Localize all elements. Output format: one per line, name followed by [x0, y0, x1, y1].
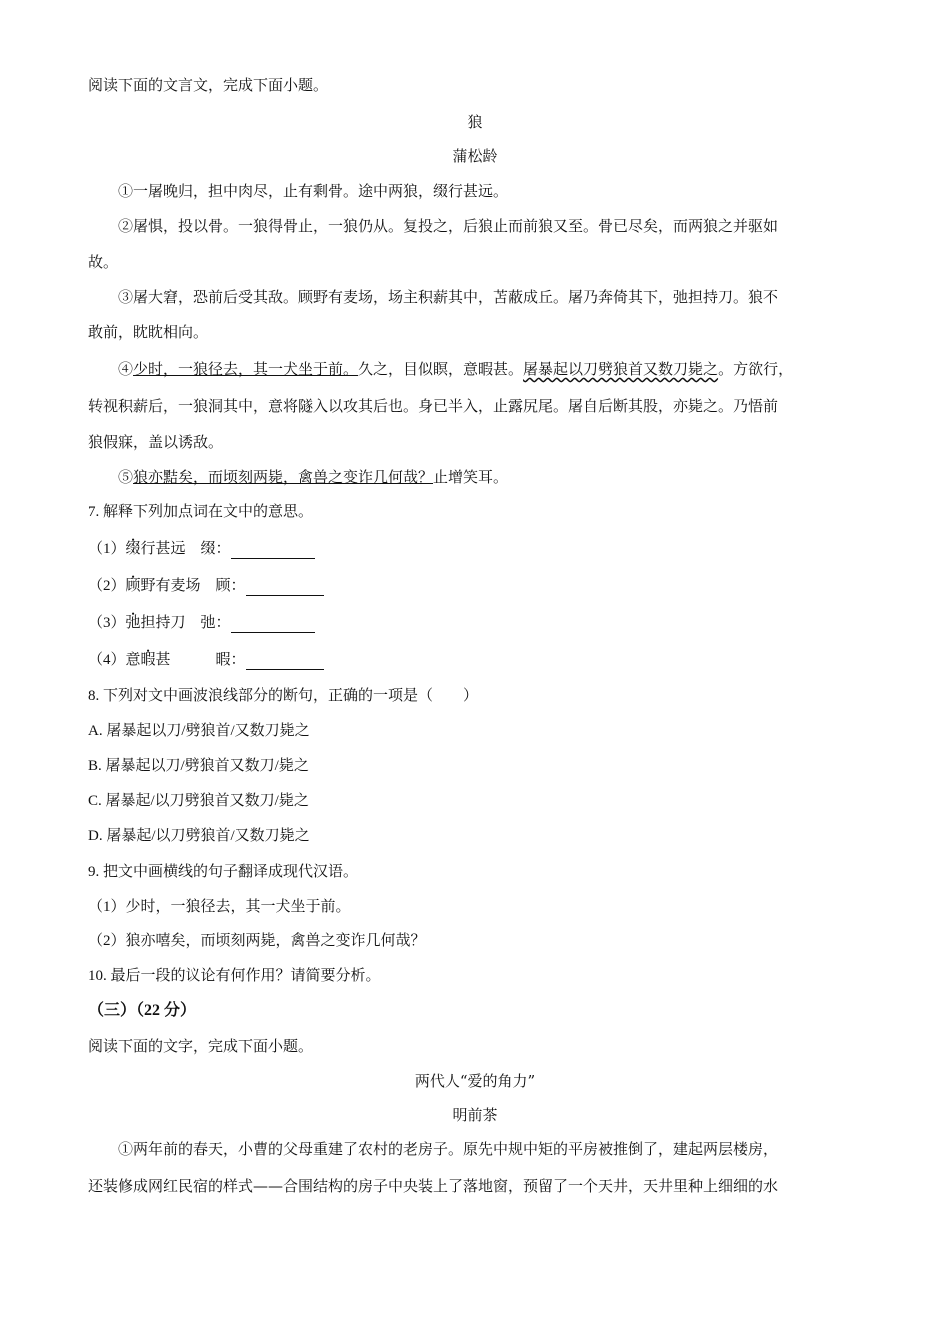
- dotted-word: 弛: [125, 615, 141, 631]
- option-c[interactable]: C. 屠暴起/以刀劈狼首又数刀/毙之: [88, 793, 309, 809]
- paragraph-6-line-2: 还装修成网红民宿的样式——合围结构的房子中央装上了落地窗，预留了一个天井，天井里种上细细的水: [88, 1177, 779, 1195]
- question-10: 10. 最后一段的议论有何作用？请简要分析。: [88, 968, 381, 984]
- paragraph-number: ⑤: [118, 468, 134, 486]
- paragraph-text: 久之，目似瞑，意暇甚。: [358, 360, 524, 378]
- wavy-underlined-sentence: 屠暴起以刀劈狼首又数刀毙之: [523, 360, 719, 378]
- reading-instruction-2: 阅读下面的文字，完成下面小题。: [88, 1039, 314, 1055]
- section-heading: （三）（22 分）: [88, 1002, 197, 1019]
- question-8: 8. 下列对文中画波浪线部分的断句，正确的一项是（ ）: [88, 688, 479, 704]
- paragraph-text: 止增笑耳。: [433, 468, 509, 486]
- dotted-word: 顾: [125, 578, 141, 594]
- underlined-sentence-1: 少时，一狼径去，其一犬坐于前。: [133, 360, 359, 378]
- answer-blank[interactable]: [231, 542, 315, 559]
- answer-blank[interactable]: [231, 616, 315, 633]
- paragraph-4-line-1: [118, 359, 793, 379]
- paragraph-2-line-2: 故。: [88, 253, 119, 271]
- answer-blank[interactable]: [246, 653, 324, 670]
- paragraph-number: ④: [118, 360, 134, 378]
- answer-blank[interactable]: [246, 579, 324, 596]
- paragraph-6-line-1: ①两年前的春天，小曹的父母重建了农村的老房子。原先中规中矩的平房被推倒了，建起两层楼房，: [118, 1140, 779, 1158]
- underlined-sentence-2: 狼亦黠矣，而顷刻两毙，禽兽之变诈几何哉？: [133, 468, 434, 486]
- question-7-item-3: （3）弛担持刀 弛：: [88, 613, 315, 633]
- question-7-item-4: （4）意暇甚 暇：: [88, 650, 324, 670]
- paragraph-3-line-1: ③屠大窘，恐前后受其敌。顾野有麦场，场主积薪其中，苫蔽成丘。屠乃奔倚其下，弛担持刀。狼不: [118, 288, 779, 306]
- passage-author-2: 明前茶: [452, 1106, 498, 1124]
- paragraph-2-line-1: ②屠惧，投以骨。一狼得骨止，一狼仍从。复投之，后狼止而前狼又至。骨已尽矣，而两狼之并驱如: [118, 217, 779, 235]
- question-7-item-2: （2）顾野有麦场 顾：: [88, 576, 324, 596]
- reading-instruction: 阅读下面的文言文，完成下面小题。: [88, 78, 329, 94]
- dotted-word: 暇: [140, 652, 156, 668]
- paragraph-1: ①一屠晚归，担中肉尽，止有剩骨。途中两狼，缀行甚远。: [118, 182, 509, 200]
- question-9-item-2: （2）狼亦嘻矣，而顷刻两毙，禽兽之变诈几何哉？: [88, 933, 426, 949]
- question-7: 7. 解释下列加点词在文中的意思。: [88, 504, 314, 520]
- paragraph-4-line-3: 狼假寐，盖以诱敌。: [88, 433, 224, 451]
- question-7-item-1: （1）缀行甚远 缀：: [88, 539, 315, 559]
- paragraph-5: [118, 467, 508, 487]
- passage-title-2: 两代人“爱的角力”: [414, 1072, 536, 1090]
- passage-author: 蒲松龄: [452, 147, 498, 165]
- paragraph-3-line-2: 敢前，眈眈相向。: [88, 323, 209, 341]
- option-d[interactable]: D. 屠暴起/以刀劈狼首/又数刀毙之: [88, 828, 310, 844]
- question-9-item-1: （1）少时，一狼径去，其一犬坐于前。: [88, 899, 351, 915]
- question-9: 9. 把文中画横线的句子翻译成现代汉语。: [88, 864, 359, 880]
- dotted-word: 缀: [125, 541, 141, 557]
- paragraph-text: 。方欲行，: [718, 360, 794, 378]
- passage-title: 狼: [467, 113, 483, 131]
- option-a[interactable]: A. 屠暴起以刀/劈狼首/又数刀毙之: [88, 723, 310, 739]
- option-b[interactable]: B. 屠暴起以刀/劈狼首又数刀/毙之: [88, 758, 309, 774]
- paragraph-4-line-2: 转视积薪后，一狼洞其中，意将隧入以攻其后也。身已半入，止露尻尾。屠自后断其股，亦毙之。乃悟前: [88, 397, 779, 415]
